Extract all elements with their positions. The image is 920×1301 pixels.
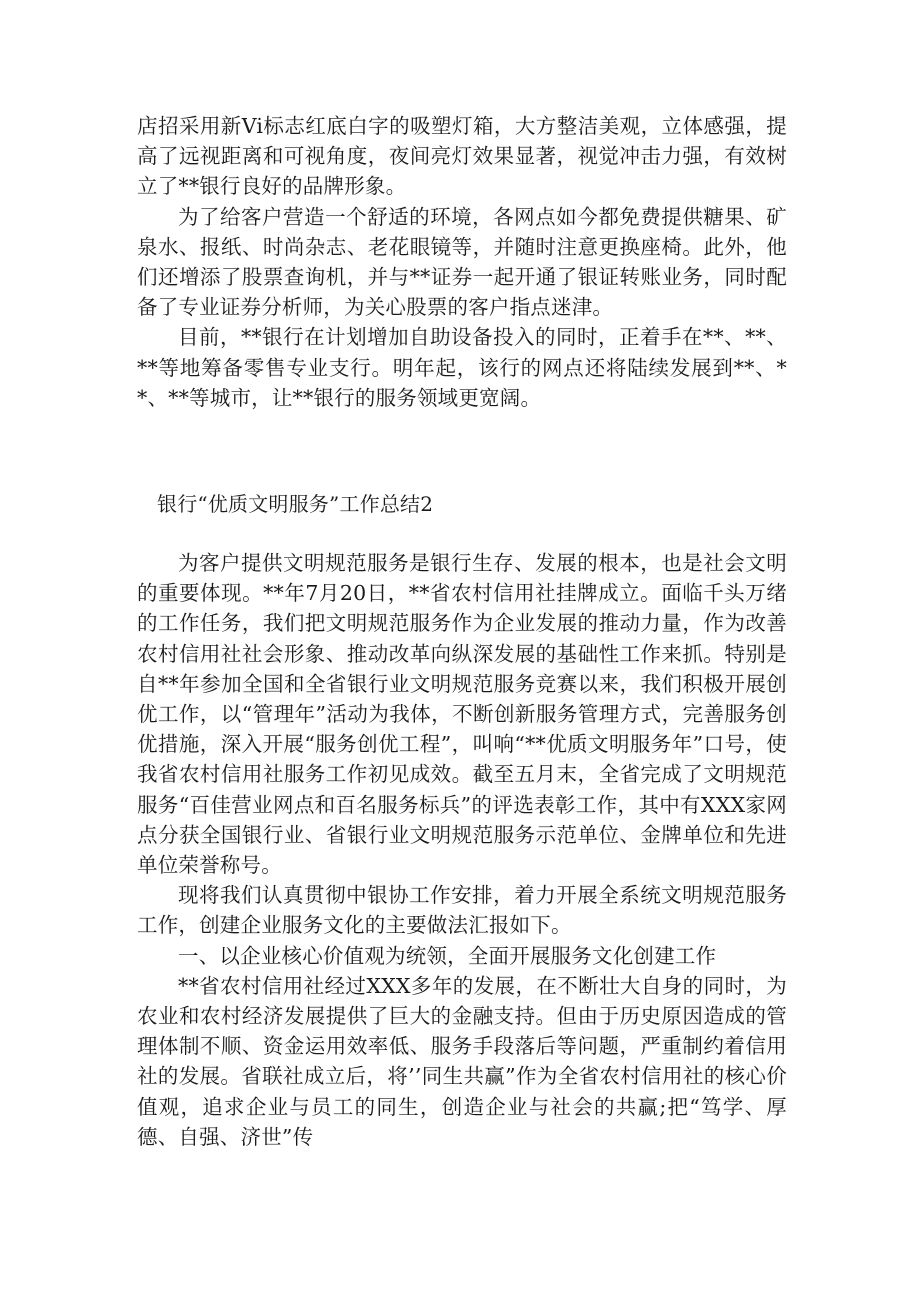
paragraph-introduction: 为客户提供文明规范服务是银行生存、发展的根本，也是社会文明的重要体现。**年7月20日，**省农村信用社挂牌成立。面临千头万绪的工作任务，我们把文明规范服务作为企业发展的推动力量，作为改善农村信用社社会形象、推动改革向纵深发展的基础性工作来抓。特别是自**年参加全国和全省银行业文明规范服务竞赛以来，我们积极开展创优工作，以“管理年”活动为我体，不断创新服务管理方式，完善服务创优措施，深入开展“服务创优工程”，叫响“**优质文明服务年”口号，使我省农村信用社服务工作初见成效。截至五月末，全省完成了文明规范服务“百佳营业网点和百名服务标兵”的评选表彰工作，其中有XXX家网点分获全国银行业、省银行业文明规范服务示范单位、金牌单位和先进单位荣誉称号。 — [137, 551, 787, 878]
paragraph-subheading-one: 一、以企业核心价值观为统领，全面开展服务文化创建工作 — [178, 943, 717, 968]
summary-section — [137, 548, 787, 1152]
paragraph-report-intro: 现将我们认真贯彻中银协工作安排，着力开展全系统文明规范服务工作，创建企业服务文化的主要做法汇报如下。 — [137, 883, 787, 938]
paragraph-core-values: **省农村信用社经过XXX多年的发展，在不断壮大自身的同时，为农业和农村经济发展提供了巨大的金融支持。但由于历史原因造成的管理体制不顺、资金运用效率低、服务手段落后等问题，严重制约着信用社的发展。省联社成立后，将’’同生共赢”作为全省农村信用社的核心价值观，追求企业与员工的同生，创造企业与社会的共赢;把“笃学、厚德、自强、济世”传 — [137, 973, 787, 1149]
section-title: 银行“优质文明服务”工作总结2 — [157, 492, 434, 516]
continuation-section — [137, 111, 787, 413]
paragraph-customer-environment: 为了给客户营造一个舒适的环境，各网点如今都免费提供糖果、矿泉水、报纸、时尚杂志、老花眼镜等，并随时注意更换座椅。此外，他们还增添了股票查询机，并与**证券一起开通了银证转账业务，同时配备了专业证券分析师，为关心股票的客户指点迷津。 — [137, 204, 787, 320]
paragraph-signboard: 店招采用新Vi标志红底白字的吸塑灯箱，大方整洁美观，立体感强，提高了远视距离和可视角度，夜间亮灯效果显著，视觉冲击力强，有效树立了**银行良好的品牌形象。 — [137, 114, 787, 199]
paragraph-expansion-plan: 目前，**银行在计划增加自助设备投入的同时，正着手在**、**、**等地筹备零售专业支行。明年起，该行的网点还将陆续发展到**、**、**等城市，让**银行的服务领域更宽阔。 — [137, 325, 787, 410]
